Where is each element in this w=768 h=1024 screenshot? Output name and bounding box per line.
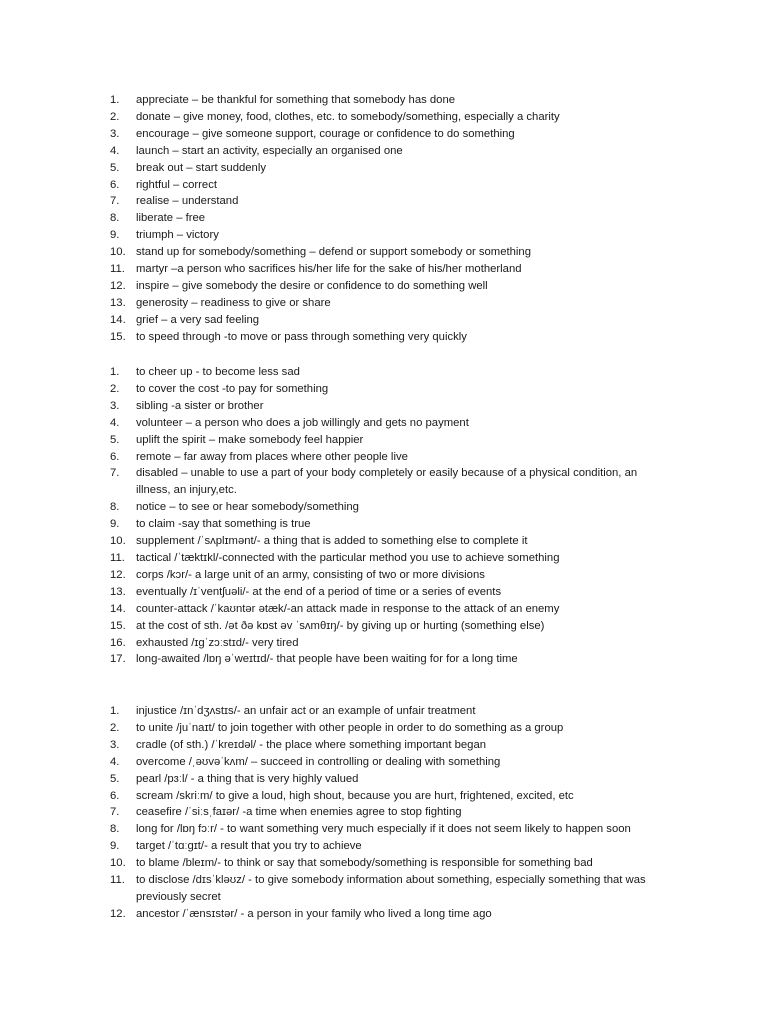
item-number: 8.: [110, 823, 120, 836]
item-number: 14.: [110, 313, 126, 326]
item-number: 1.: [110, 94, 120, 106]
item-number: 14.: [110, 602, 126, 615]
item-text: to blame /bleɪm/- to think or say that somebody/something is responsible for something bad: [136, 857, 593, 870]
item-number: 4.: [110, 755, 120, 768]
item-text: volunteer – a person who does a job willingly and gets no payment: [136, 416, 469, 429]
item-number: 4.: [110, 416, 120, 429]
item-text: sibling -a sister or brother: [136, 399, 264, 412]
list-item: [110, 567, 670, 584]
item-text: generosity – readiness to give or share: [136, 296, 331, 309]
list-item: [110, 415, 670, 432]
list-item: [110, 398, 670, 415]
item-text: pearl /pɜːl/ - a thing that is very highly valued: [136, 772, 359, 785]
list-item: [110, 788, 670, 805]
item-number: 10.: [110, 535, 126, 548]
item-number: 12.: [110, 279, 126, 292]
item-number: 9.: [110, 518, 120, 531]
item-number: 17.: [110, 653, 126, 666]
item-text: liberate – free: [136, 212, 206, 225]
item-text: triumph – victory: [136, 229, 219, 242]
item-number: 9.: [110, 840, 120, 853]
item-text: grief – a very sad feeling: [136, 313, 260, 326]
list-item: [110, 210, 670, 227]
item-text: disabled – unable to use a part of your body completely or easily because of a physical condition, an illness, an injury,etc.: [136, 467, 638, 497]
item-number: 7.: [110, 806, 120, 819]
vocabulary-list-1: [110, 92, 670, 346]
item-text: tactical /ˈtæktɪkl/-connected with the particular method you use to achieve something: [136, 551, 560, 564]
item-number: 5.: [110, 433, 120, 446]
item-number: 15.: [110, 330, 126, 343]
list-item: [110, 855, 670, 872]
item-number: 6.: [110, 450, 120, 463]
item-number: 3.: [110, 738, 120, 751]
item-text: break out – start suddenly: [136, 161, 266, 174]
item-number: 5.: [110, 161, 120, 174]
item-text: realise – understand: [136, 195, 239, 208]
item-text: corps /kɔr/- a large unit of an army, consisting of two or more divisions: [136, 568, 485, 581]
list-item: [110, 109, 670, 126]
item-text: notice – to see or hear somebody/something: [136, 501, 359, 514]
item-text: remote – far away from places where other people live: [136, 450, 408, 463]
item-text: long-awaited /lɒŋ əˈweɪtɪd/- that people have been waiting for for a long time: [136, 653, 518, 666]
item-text: overcome /ˌəʊvəˈkʌm/ – succeed in controlling or dealing with something: [136, 755, 501, 768]
item-number: 8.: [110, 212, 120, 225]
item-number: 7.: [110, 195, 120, 208]
list-item: [110, 449, 670, 466]
list-item: [110, 261, 670, 278]
item-number: 13.: [110, 296, 126, 309]
item-number: 11.: [110, 551, 125, 564]
list-item: [110, 804, 670, 821]
item-number: 3.: [110, 399, 120, 412]
list-item: [110, 160, 670, 177]
list-item: [110, 364, 670, 381]
list-item: [110, 533, 670, 550]
item-text: to cover the cost -to pay for something: [136, 382, 329, 395]
item-text: to cheer up - to become less sad: [136, 366, 300, 378]
item-text: ancestor /ˈænsɪstər/ - a person in your family who lived a long time ago: [136, 907, 492, 920]
item-text: exhausted /ɪɡˈzɔːstɪd/- very tired: [136, 636, 299, 649]
list-item: [110, 329, 670, 346]
item-number: 15.: [110, 619, 126, 632]
item-text: inspire – give somebody the desire or confidence to do something well: [136, 279, 488, 292]
item-text: target /ˈtɑːɡɪt/- a result that you try to achieve: [136, 840, 362, 853]
item-text: appreciate – be thankful for something that somebody has done: [136, 94, 456, 106]
item-text: donate – give money, food, clothes, etc. to somebody/something, especially a charity: [136, 110, 560, 123]
item-text: rightful – correct: [136, 178, 217, 191]
item-text: supplement /ˈsʌplɪmənt/- a thing that is added to something else to complete it: [136, 535, 528, 548]
item-text: encourage – give someone support, courage or confidence to do something: [136, 127, 515, 140]
list-item: [110, 550, 670, 567]
list-item: [110, 872, 670, 906]
list-item: [110, 838, 670, 855]
list-item: [110, 821, 670, 838]
item-number: 6.: [110, 178, 120, 191]
item-text: cradle (of sth.) /ˈkreɪdəl/ - the place where something important began: [136, 738, 487, 751]
list-item: [110, 295, 670, 312]
item-number: 16.: [110, 636, 126, 649]
list-item: [110, 193, 670, 210]
item-number: 2.: [110, 721, 120, 734]
item-text: to claim -say that something is true: [136, 518, 311, 531]
list-item: [110, 312, 670, 329]
vocabulary-list-3: [110, 703, 670, 923]
list-item: [110, 737, 670, 754]
item-number: 5.: [110, 772, 120, 785]
item-number: 12.: [110, 568, 126, 581]
list-item: [110, 906, 670, 923]
list-item: [110, 177, 670, 194]
list-item: [110, 278, 670, 295]
list-item: [110, 651, 670, 668]
list-item: [110, 465, 670, 499]
item-number: 1.: [110, 366, 120, 378]
list-item: [110, 244, 670, 261]
list-item: [110, 432, 670, 449]
item-text: stand up for somebody/something – defend or support somebody or something: [136, 246, 531, 259]
item-text: launch – start an activity, especially an organised one: [136, 144, 403, 157]
list-item: [110, 143, 670, 160]
item-number: 7.: [110, 467, 120, 480]
item-number: 6.: [110, 789, 120, 802]
list-item: [110, 92, 670, 109]
list-item: [110, 754, 670, 771]
item-number: 1.: [110, 705, 120, 717]
list-item: [110, 584, 670, 601]
item-number: 12.: [110, 907, 126, 920]
item-text: uplift the spirit – make somebody feel happier: [136, 433, 364, 446]
item-number: 13.: [110, 585, 126, 598]
item-text: long for /lɒŋ fɔːr/ - to want something very much especially if it does not seem likely to happen soon: [136, 823, 631, 836]
item-text: scream /skriːm/ to give a loud, high shout, because you are hurt, frightened, excited, etc: [136, 789, 574, 802]
list-item: [110, 771, 670, 788]
item-number: 4.: [110, 144, 120, 157]
list-item: [110, 635, 670, 652]
list-item: [110, 381, 670, 398]
item-number: 8.: [110, 501, 120, 514]
item-number: 10.: [110, 857, 126, 870]
item-number: 3.: [110, 127, 120, 140]
item-text: martyr –a person who sacrifices his/her life for the sake of his/her motherland: [136, 263, 522, 276]
item-number: 2.: [110, 110, 120, 123]
item-text: eventually /ɪˈventʃuəli/- at the end of a period of time or a series of events: [136, 585, 502, 598]
item-number: 10.: [110, 246, 126, 259]
item-text: to unite /juˈnaɪt/ to join together with other people in order to do something as a group: [136, 721, 564, 734]
list-item: [110, 126, 670, 143]
item-text: to speed through -to move or pass through something very quickly: [136, 330, 467, 343]
item-text: to disclose /dɪsˈkləʊz/ - to give somebody information about something, especially something that was previously secret: [136, 874, 646, 903]
vocabulary-list-2: [110, 364, 670, 668]
list-item: [110, 601, 670, 618]
item-text: counter-attack /ˈkaʊntər ətæk/-an attack made in response to the attack of an enemy: [136, 602, 560, 615]
list-item: [110, 499, 670, 516]
item-number: 9.: [110, 229, 120, 242]
item-text: at the cost of sth. /ət ðə kɒst əv ˈsʌmθɪŋ/- by giving up or hurting (something else): [136, 619, 545, 632]
item-number: 11.: [110, 874, 125, 887]
list-item: [110, 516, 670, 533]
item-number: 11.: [110, 263, 125, 276]
item-text: ceasefire /ˈsiːsˌfaɪər/ -a time when enemies agree to stop fighting: [136, 806, 462, 819]
item-text: injustice /ɪnˈdʒʌstɪs/- an unfair act or an example of unfair treatment: [136, 705, 476, 717]
list-item: [110, 618, 670, 635]
list-item: [110, 227, 670, 244]
list-item: [110, 703, 670, 720]
item-number: 2.: [110, 382, 120, 395]
list-item: [110, 720, 670, 737]
